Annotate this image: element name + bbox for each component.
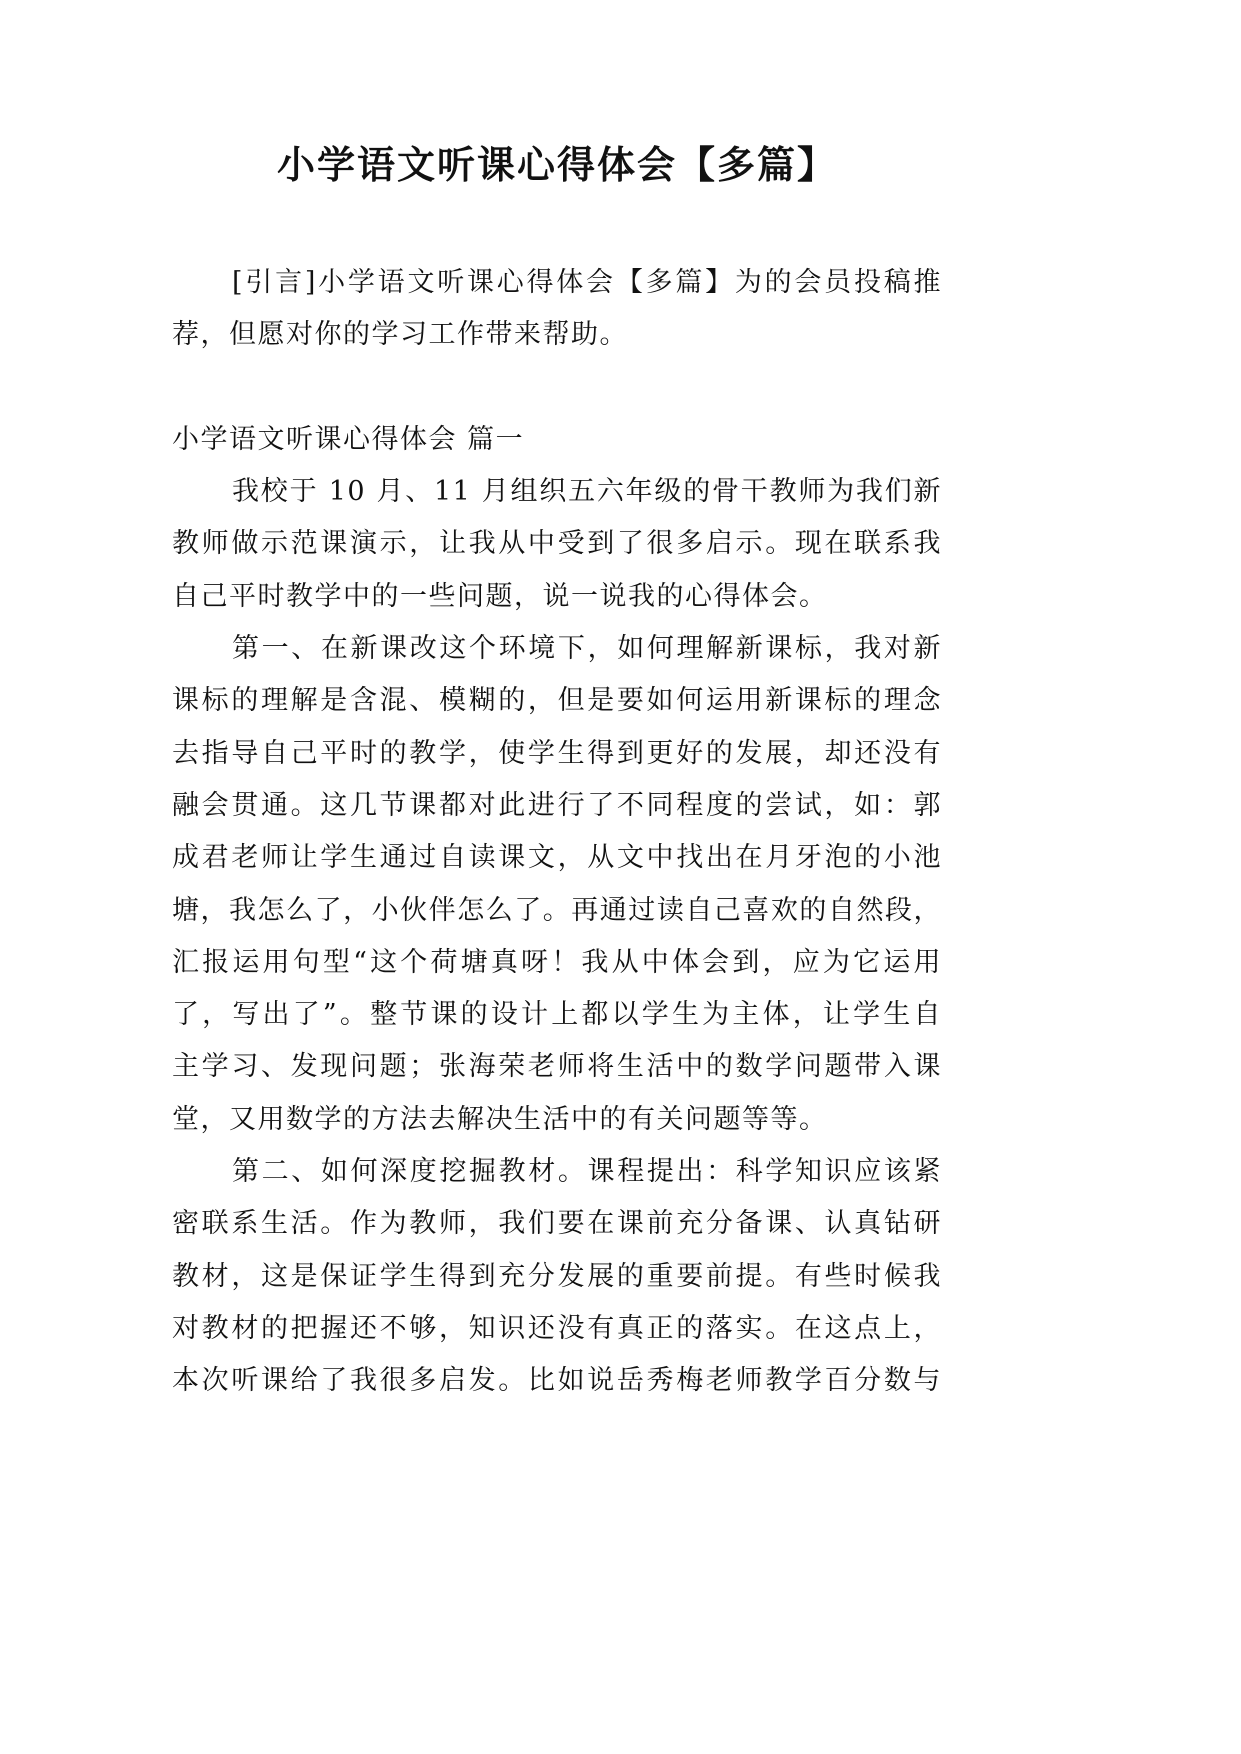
text-line: 了，写出了”。整节课的设计上都以学生为主体，让学生自 [172,999,942,1031]
text-line: [引言]小学语文听课心得体会【多篇】为的会员投稿推 [232,267,942,298]
text-line: 成君老师让学生通过自读课文，从文中找出在月牙泡的小池 [172,842,942,874]
text-line: 课标的理解是含混、模糊的，但是要如何运用新课标的理念 [172,685,942,717]
text-line: 自己平时教学中的一些问题，说一说我的心得体会。 [172,580,828,612]
text-line: 去指导自己平时的教学，使学生得到更好的发展，却还没有 [172,737,942,769]
text-line: 荐，但愿对你的学习工作带来帮助。 [172,319,628,351]
text-line: 塘，我怎么了，小伙伴怎么了。再通过读自己喜欢的自然段， [172,894,942,926]
text-line: 本次听课给了我很多启发。比如说岳秀梅老师教学百分数与 [172,1365,942,1397]
text-line: 主学习、发现问题；张海荣老师将生活中的数学问题带入课 [172,1051,942,1083]
text-line: 第一、在新课改这个环境下，如何理解新课标，我对新 [232,633,942,665]
section-heading: 小学语文听课心得体会 篇一 [172,423,525,455]
paragraph [172,466,942,623]
text-line: 教材，这是保证学生得到充分发展的重要前提。有些时候我 [172,1260,942,1292]
text-line: 堂，又用数学的方法去解决生活中的有关问题等等。 [172,1103,828,1135]
paragraph [172,623,942,1146]
text-line: 对教材的把握还不够，知识还没有真正的落实。在这点上， [172,1312,942,1344]
text-line: 融会贯通。这几节课都对此进行了不同程度的尝试，如：郭 [172,789,942,821]
document-body [172,257,942,1408]
document-title: 小学语文听课心得体会【多篇】 [276,142,837,187]
text-line: 汇报运用句型“这个荷塘真呀！我从中体会到，应为它运用 [172,946,942,978]
text-line: 第二、如何深度挖掘教材。课程提出：科学知识应该紧 [232,1156,942,1188]
text-line: 密联系生活。作为教师，我们要在课前充分备课、认真钻研 [172,1208,942,1240]
text-line: 教师做示范课演示，让我从中受到了很多启示。现在联系我 [172,528,942,560]
text-line: 我校于 10 月、11 月组织五六年级的骨干教师为我们新 [232,476,942,508]
intro-paragraph [172,257,942,362]
paragraph [172,1146,942,1407]
